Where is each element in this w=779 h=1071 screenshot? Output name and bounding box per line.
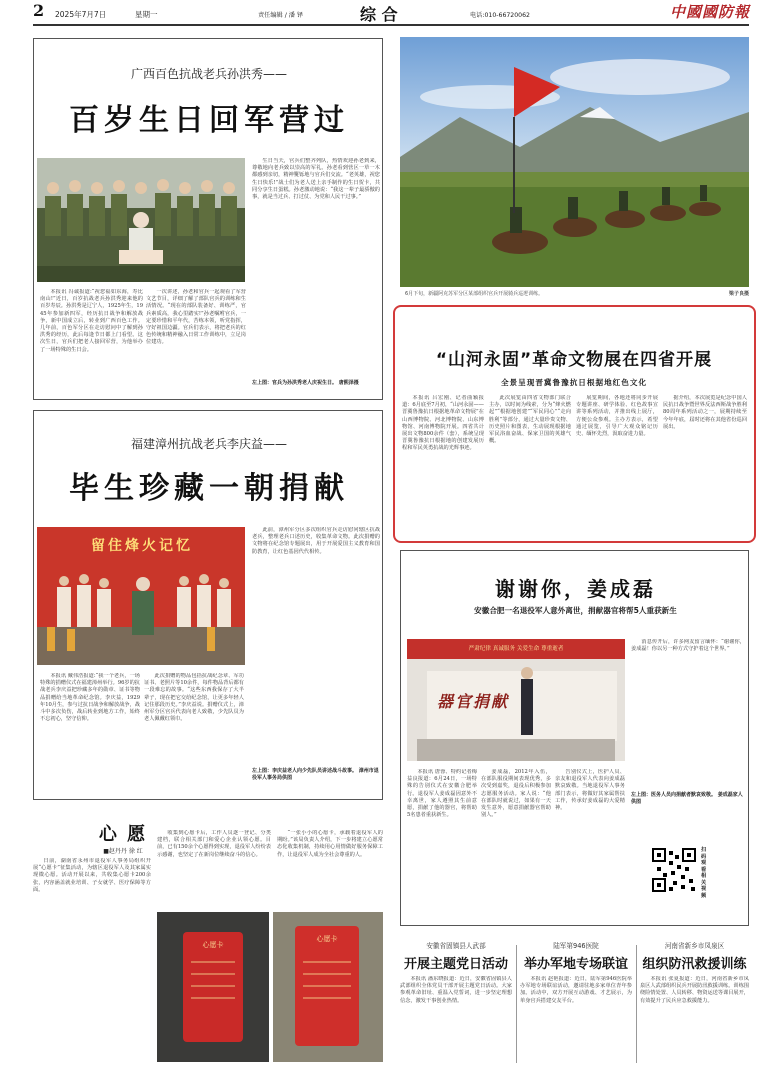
article-column — [277, 830, 383, 906]
article-paragraph: 生日当天，官兵们整齐列队，热情欢迎孙老到来，尊敬地向老兵致以崇高的军礼。孙老看到营区一草一木都感到亲切，精神矍铄地与官兵们交流。“老英雄，祝您生日快乐!”战士们为老人送上亲手制作的生日贺卡，共同分享生日蛋糕。孙老激动地说：“我这一辈子最骄傲的事，就是当过兵、打过仗、为党和人民干过事。” — [252, 158, 380, 201]
article-column — [252, 527, 380, 763]
article-column — [33, 858, 151, 1062]
issue-date: 2025年7月7日 — [55, 10, 107, 19]
article-photo — [37, 158, 245, 282]
issue-weekday: 星期一 — [135, 10, 158, 19]
news-title: 举办军地专场联谊 — [523, 957, 628, 972]
column-divider — [516, 945, 517, 1063]
news-header — [520, 940, 632, 972]
wish-card-illustration — [157, 912, 269, 1062]
article-li-qingyi — [33, 410, 383, 800]
article-column — [144, 673, 244, 797]
photo-credit: 梁子良摄 — [728, 291, 749, 297]
article-column — [146, 289, 246, 397]
article-paragraph: 日前，湖南省永州市退役军人事务局组织开展“心愿卡”征集活动，为辖区退役军人及其家属实现微心愿。活动开展以来，共收集心愿卡200余张，内容涵盖就业培训、子女就学、医疗保障等方面。 — [33, 858, 151, 893]
qr-code-icon — [651, 847, 697, 893]
article-paragraph: 本报讯 戴伟浩报道:“我一个老兵，一场特殊的捐赠仪式在福建漳州举行。96岁的抗战老兵李庆益把珍藏多年的勋章、证书等物品捐赠给当地革命纪念馆。李庆益，1929年10月生，参与过抗日战争和解放战争，战斗中多次负伤，战后转业到地方工作，始终不忘初心，坚守信仰。 — [40, 673, 140, 723]
bottom-news-item — [640, 940, 749, 1066]
news-kicker: 安徽省固镇县人武部 — [426, 942, 486, 950]
cavalry-photo-illustration — [400, 37, 749, 287]
article-column — [157, 830, 271, 906]
article-title: 谢谢你，姜成磊 — [495, 577, 656, 601]
article-title: “山河永固”革命文物展在四省开展 — [435, 350, 713, 370]
article-column — [407, 769, 477, 921]
article-subtitle: 全景呈现晋冀鲁豫抗日根据地红色文化 — [500, 378, 648, 387]
news-body — [520, 976, 632, 1060]
article-paragraph: 一次讲述，孙老和官兵一起观看了军营文艺节目，详细了解了部队官兵的训练和生活情况。“现在的部队装备好、训练严，官兵素质高，我心里踏实!”孙老嘱咐官兵，一定要珍惜和平年代，苦练本领，听党指挥，守好祖国边疆。官兵们表示，将把老兵的红色传统和精神融入日常工作训练中，立足岗位建功。 — [146, 289, 246, 346]
article-column — [631, 639, 745, 789]
article-paragraph: 本报讯 吕宏刚、记者曲颖报道：6月底至7月初，“山河永固——晋冀鲁豫抗日根据地革命文物展”在山西博物院、河北博物院、山东博物馆、河南博物院开展。四省共计展出文物800余件（套），系统呈现晋冀鲁豫抗日根据地的创建发展历程和军民英勇抗战的光辉事迹。 — [402, 395, 484, 452]
soldiers-photo-illustration — [37, 158, 245, 282]
article-title: 心 愿 — [98, 824, 148, 845]
news-paragraph: 本报讯 赵艳报道：近日，陆军第946医院举办军地专场联谊活动，邀请驻地多家单位青年参加。活动中，双方开展互动游戏、才艺展示，为单身官兵搭建交友平台。 — [520, 976, 632, 1004]
bottom-news-item — [520, 940, 632, 1066]
article-title: 百岁生日回军营过 — [69, 103, 349, 138]
article-byline: ■赵丹丹 徐 红 — [103, 848, 143, 855]
article-paragraph: 据介绍，本次展览是纪念中国人民抗日战争暨世界反法西斯战争胜利80周年系列活动之一，展期持续至今年年底，届时还将在其他省份巡回展出。 — [663, 395, 747, 430]
article-sun-hongxiu — [33, 38, 383, 400]
page-number: 2 — [33, 1, 45, 20]
news-paragraph: 本报讯 潘东晓报道：近日，安徽省固镇县人武部组织全体党员干部开展主题党日活动。大家参观革命旧址、重温入党誓词，进一步坚定理想信念，激发干事创业热情。 — [400, 976, 512, 1004]
newspaper-logo: 中國國防報 — [670, 3, 751, 21]
cavalry-patrol-photo — [400, 37, 749, 287]
article-photo-credit: 左上图：医务人员向捐献者默哀致敬。 姜成磊家人供图 — [631, 792, 743, 805]
article-column — [489, 395, 571, 535]
column-divider — [636, 945, 637, 1063]
hall-sign: 器官捐献 — [437, 692, 510, 711]
article-subtitle: 安徽合肥一名退役军人意外离世，捐献器官将帮5人重获新生 — [474, 606, 677, 615]
news-body — [640, 976, 749, 1060]
article-title: 毕生珍藏一朝捐献 — [69, 471, 349, 506]
article-paragraph: 展览期间，各地还将同步开展专题讲座、研学体验、红色故事宣讲等系列活动，并推出线上展厅，方便公众参观。主办方表示，希望通过展览，引导广大观众铭记历史、缅怀先烈，汲取奋进力量。 — [576, 395, 658, 438]
article-column — [40, 289, 143, 397]
article-exhibition — [393, 305, 756, 543]
article-column — [40, 673, 140, 797]
article-column — [555, 769, 625, 921]
article-paragraph: 姜成磊，2012年入伍，在部队服役期间表现优秀，多次受到嘉奖，退役后积极参加志愿服务活动。家人说：“他在部队时就说过，如果有一天发生意外，愿意捐献器官帮助别人。” — [481, 769, 551, 819]
article-paragraph: “一张小小的心愿卡，承载着退役军人的期盼。”该局负责人介绍，下一步将建立心愿常态化收集机制，持续用心用情做好服务保障工作，让退役军人成为全社会尊重的人。 — [277, 830, 383, 858]
article-wish — [33, 810, 383, 1066]
wish-card-photo — [273, 912, 383, 1062]
article-photo-credit: 左上图：李庆益老人向少先队员讲述战斗故事。 漳州市退役军人事务局供图 — [252, 768, 379, 781]
news-header — [400, 940, 512, 972]
article-column — [252, 158, 380, 376]
hospital-banner: 严肃纪律 真诚服务 关爱生命 尊重逝者 — [468, 646, 564, 652]
article-paragraph: 本报讯 冯诚报道:“祝您福如东海，寿比南山!”近日，百岁抗战老兵孙洪秀迎来他的百岁寿辰。孙洪秀是辽宁人，1925年生，1945年参加新四军，经历抗日战争和解放战争，新中国成立后，转业到广西百色工作。几年前，百色军分区在走访慰问中了解到孙洪秀的经历，此后每逢节日都上门看望。这次生日，官兵们把老人接回军营，为他举办了一场特殊的生日会。 — [40, 289, 143, 353]
article-paragraph: 此前，漳州军分区多次组织官兵走访慰问辖区抗战老兵，整理老兵口述历史，收集革命文物。此次捐赠的文物将在纪念馆专题展出，用于开展爱国主义教育和国防教育，让红色基因代代相传。 — [252, 527, 380, 555]
article-paragraph: 收集到心愿卡后，工作人员逐一登记、分类建档，联合相关部门和爱心企业认领心愿。目前，已有150余个心愿得到实现，退役军人纷纷表示感谢，也坚定了在新岗位继续奋斗的信心。 — [157, 830, 271, 858]
article-column — [402, 395, 484, 535]
article-photo-credit: 左上图：官兵为孙洪秀老人庆祝生日。 唐熙泽摄 — [252, 380, 359, 386]
news-title: 组织防汛救援训练 — [642, 957, 747, 972]
qr-code[interactable] — [651, 847, 697, 893]
news-kicker: 陆军第946医院 — [553, 942, 599, 950]
photo-caption: 6月下旬，新疆阿克苏军分区某部组织官兵开展骑兵巡逻训练。 — [405, 291, 544, 297]
editor-credit: 责任编辑 / 潘 铎 — [258, 12, 304, 19]
article-column — [481, 769, 551, 921]
wish-card-label: 心愿卡 — [202, 941, 224, 949]
contact-phone: 电话:010-66720062 — [470, 12, 530, 19]
masthead-rule — [33, 24, 749, 26]
article-paragraph: 此次展览由四省文物部门联合主办，以时间为线索，分为“烽火燃起”“根据地创建”“军民同心”“走向胜利”等部分，通过大量珍贵文物、历史照片和图表，生动展现根据地军民浴血奋战、保家卫国的英雄气概。 — [489, 395, 571, 445]
article-photo — [407, 639, 625, 761]
article-photo — [37, 527, 245, 665]
wish-card-photo — [157, 912, 269, 1062]
article-column — [663, 395, 747, 535]
news-body — [400, 976, 512, 1060]
news-header — [640, 940, 749, 972]
article-paragraph: 本报讯 唐蓉、特约记者梅益良报道：6月24日，一场特殊的告别仪式在安徽合肥举行。退役军人姜成磊因意外不幸离世，家人遵照其生前意愿，捐献了他的器官，将帮助5名患者重获新生。 — [407, 769, 477, 819]
news-paragraph: 本报讯 张夏报道：近日，河南省新乡市凤泉区人武部组织民兵开展防汛救援训练。训练围绕险情处置、人员转移、物资运送等课目展开，有效提升了民兵应急救援能力。 — [640, 976, 749, 1004]
article-column — [576, 395, 658, 535]
article-paragraph: 告别仪式上，医护人员、亲友和退役军人代表向姜成磊默哀致敬。当地退役军人事务部门表示，将做好其家属帮扶工作，传承好姜成磊的大爱精神。 — [555, 769, 625, 812]
qr-label: 扫码观看相关视频 — [701, 847, 707, 899]
article-kicker: 福建漳州抗战老兵李庆益—— — [130, 437, 287, 451]
exhibition-banner: 留住烽火记忆 — [91, 538, 193, 554]
section-title: 综 合 — [360, 5, 398, 24]
bottom-news-item — [400, 940, 512, 1066]
news-kicker: 河南省新乡市凤泉区 — [664, 942, 725, 950]
article-kicker: 广西百色抗战老兵孙洪秀—— — [130, 67, 287, 81]
news-title: 开展主题党日活动 — [403, 957, 508, 972]
wish-card-label: 心愿卡 — [316, 935, 338, 943]
article-paragraph: 此次捐赠的物品包括抗战纪念章、军功证书、老照片等10余件，每件物品背后都有一段难忘的故事。“这些东西我保存了大半辈子，现在把它交给纪念馆，让更多年轻人记住那段历史。”李庆益说。捐赠仪式上，漳州军分区官兵代表向老人致敬，少先队员为老人佩戴红领巾。 — [144, 673, 244, 723]
article-paragraph: 消息传开后，许多网友留言缅怀：“谢谢你，姜成磊！你以另一种方式守护着这个世界。” — [631, 639, 745, 653]
article-jiang-chenglei — [400, 550, 749, 926]
